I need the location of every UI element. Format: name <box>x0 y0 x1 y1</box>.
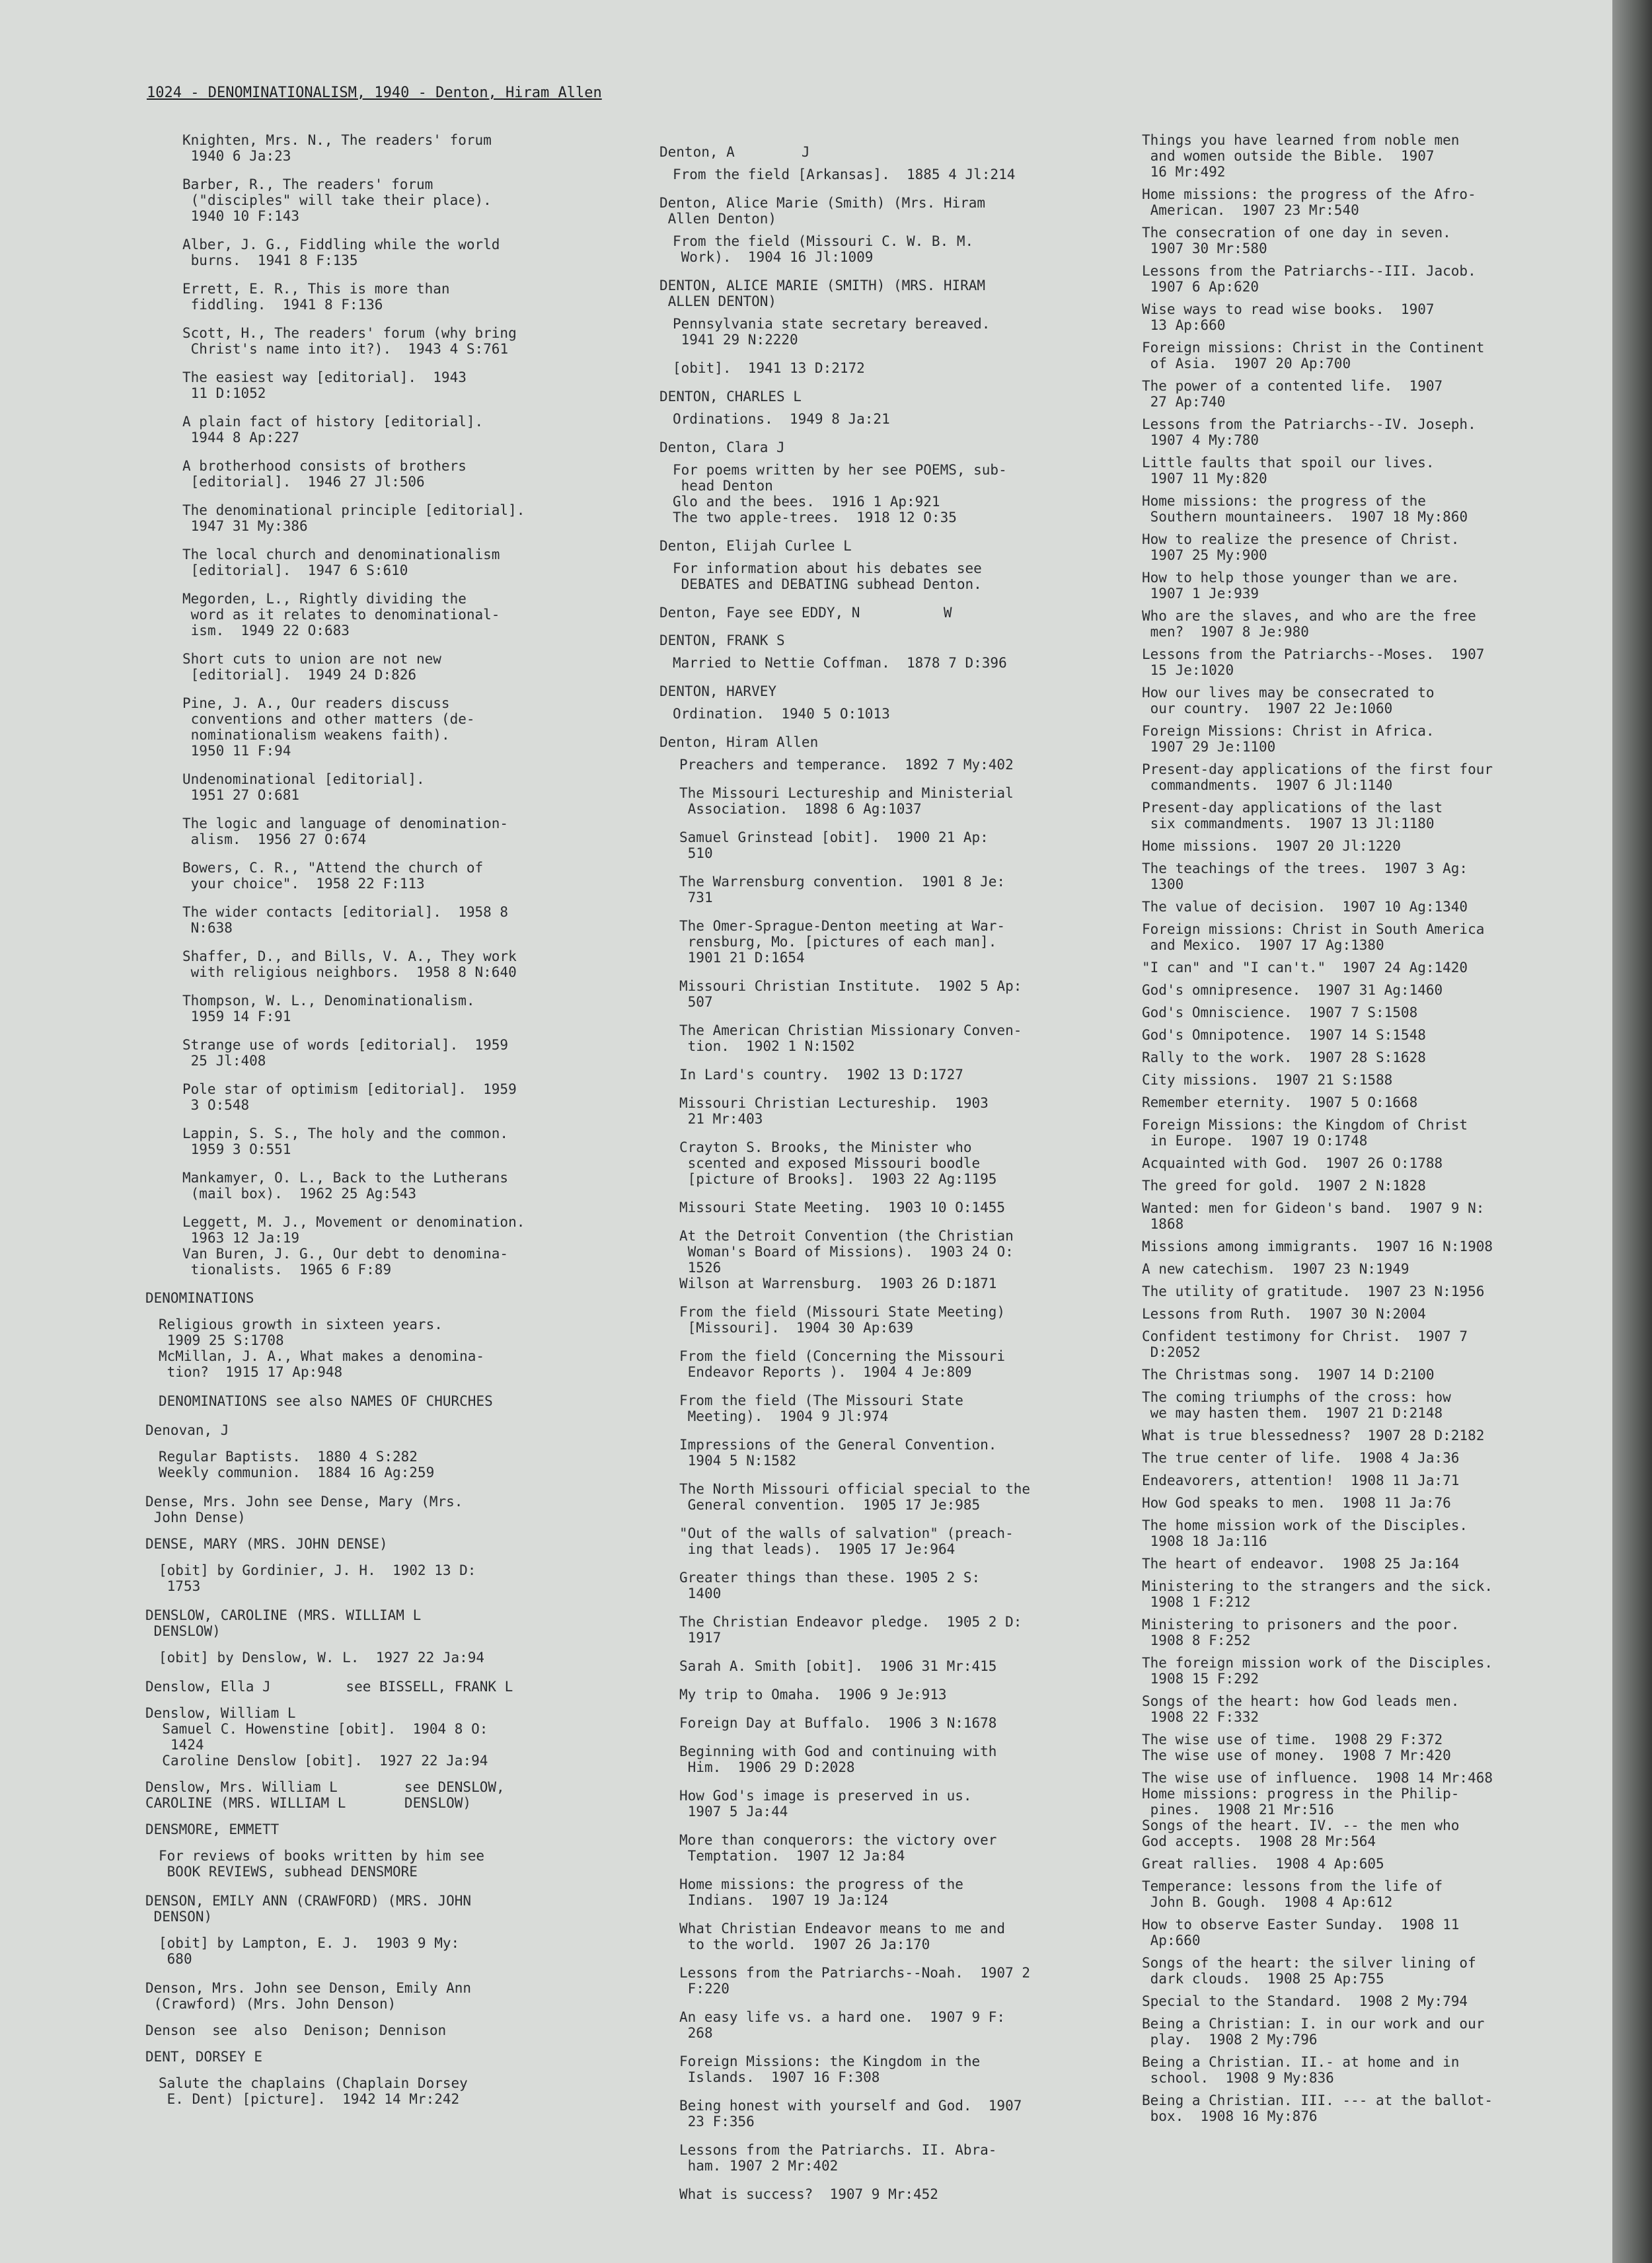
index-entry: The utility of gratitude. 1907 23 N:1956 <box>1142 1284 1485 1299</box>
index-column-3 <box>1142 132 1578 2131</box>
index-entry: A new catechism. 1907 23 N:1949 <box>1142 1261 1409 1277</box>
index-entry: My trip to Omaha. 1906 9 Je:913 <box>679 1687 947 1703</box>
index-entry: Megorden, L., Rightly dividing the word as it relates to denominational- ism. 1949 22 O:683 <box>182 591 500 638</box>
index-entry: From the field (The Missouri State Meeting). 1904 9 Jl:974 <box>679 1393 963 1424</box>
index-entry: Missouri Christian Institute. 1902 5 Ap: 507 <box>679 978 1022 1010</box>
index-entry: God's Omnipotence. 1907 14 S:1548 <box>1142 1027 1426 1043</box>
index-entry: Rally to the work. 1907 28 S:1628 <box>1142 1050 1426 1065</box>
index-entry: Foreign missions: Christ in South America and Mexico. 1907 17 Ag:1380 <box>1142 921 1485 953</box>
index-entry: God's Omniscience. 1907 7 S:1508 <box>1142 1005 1418 1020</box>
index-entry: Pine, J. A., Our readers discuss conventions and other matters (de- nominationalism weakens faith). 1950 11 F:94 <box>182 695 475 759</box>
index-entry: Denslow, Mrs. William L see DENSLOW, CAROLINE (MRS. WILLIAM L DENSLOW) <box>145 1779 505 1811</box>
index-entry: Salute the chaplains (Chaplain Dorsey E. Dent) [picture]. 1942 14 Mr:242 <box>159 2075 468 2107</box>
index-entry: Acquainted with God. 1907 26 O:1788 <box>1142 1155 1443 1171</box>
index-entry: Lappin, S. S., The holy and the common. 1959 3 O:551 <box>182 1126 509 1157</box>
index-entry: At the Detroit Convention (the Christian Woman's Board of Missions). 1903 24 O: 1526 Wilson at Warrensburg. 1903 26 D:1871 <box>679 1228 1014 1291</box>
index-entry: Regular Baptists. 1880 4 S:282 Weekly communion. 1884 16 Ag:259 <box>159 1449 435 1480</box>
index-entry: Being honest with yourself and God. 1907 23 F:356 <box>679 2098 1022 2129</box>
index-entry: DENSLOW, CAROLINE (MRS. WILLIAM L DENSLOW) <box>145 1607 422 1639</box>
index-entry: Denson see also Denison; Dennison <box>145 2022 447 2038</box>
index-entry: DENOMINATIONS see also NAMES OF CHURCHES <box>159 1393 493 1409</box>
index-column-2 <box>659 132 1109 2215</box>
index-entry: The North Missouri official special to the General convention. 1905 17 Je:985 <box>679 1481 1031 1513</box>
index-entry: Who are the slaves, and who are the free men? 1907 8 Je:980 <box>1142 608 1476 640</box>
index-entry: What is true blessedness? 1907 28 D:2182 <box>1142 1428 1485 1443</box>
index-entry: The Warrensburg convention. 1901 8 Je: 731 <box>679 874 1006 905</box>
index-entry: Foreign Missions: Christ in Africa. 1907 29 Je:1100 <box>1142 723 1435 755</box>
index-entry: The wise use of time. 1908 29 F:372 The wise use of money. 1908 7 Mr:420 <box>1142 1732 1451 1763</box>
index-entry: The Missouri Lectureship and Ministerial Association. 1898 6 Ag:1037 <box>679 785 1014 817</box>
index-entry: Denslow, Ella J see BISSELL, FRANK L <box>145 1679 513 1695</box>
index-entry: How to realize the presence of Christ. 1907 25 My:900 <box>1142 531 1460 563</box>
index-entry: The heart of endeavor. 1908 25 Ja:164 <box>1142 1556 1460 1572</box>
index-entry: DENSON, EMILY ANN (CRAWFORD) (MRS. JOHN DENSON) <box>145 1893 472 1925</box>
index-entry: Crayton S. Brooks, the Minister who scented and exposed Missouri boodle [picture of Brooks]. 1903 22 Ag:1195 <box>679 1139 997 1187</box>
index-entry: Denton, Hiram Allen <box>659 734 819 750</box>
index-entry: Preachers and temperance. 1892 7 My:402 <box>679 757 1014 773</box>
index-entry: DENT, DORSEY E <box>145 2049 263 2065</box>
index-entry: How God speaks to men. 1908 11 Ja:76 <box>1142 1495 1451 1511</box>
index-entry: DENTON, HARVEY <box>659 683 777 699</box>
index-entry: Impressions of the General Convention. 1904 5 N:1582 <box>679 1437 997 1469</box>
page-binding-shadow <box>1612 0 1652 2263</box>
index-entry: How our lives may be consecrated to our country. 1907 22 Je:1060 <box>1142 685 1435 716</box>
index-entry: Beginning with God and continuing with Him. 1906 29 D:2028 <box>679 1744 997 1775</box>
index-entry: Lessons from the Patriarchs--Noah. 1907 2 F:220 <box>679 1965 1031 1997</box>
index-entry: Missions among immigrants. 1907 16 N:1908 <box>1142 1239 1493 1254</box>
index-entry: Confident testimony for Christ. 1907 7 D:2052 <box>1142 1328 1468 1360</box>
index-entry: Errett, E. R., This is more than fiddling. 1941 8 F:136 <box>182 281 450 313</box>
index-entry: Home missions: the progress of the Southern mountaineers. 1907 18 My:860 <box>1142 493 1468 525</box>
index-entry: Ministering to prisoners and the poor. 1908 8 F:252 <box>1142 1617 1460 1648</box>
index-entry: Dense, Mrs. John see Dense, Mary (Mrs. John Dense) <box>145 1494 463 1525</box>
index-entry: Ordination. 1940 5 O:1013 <box>673 706 890 722</box>
index-entry: From the field (Missouri State Meeting) [Missouri]. 1904 30 Ap:639 <box>679 1304 1006 1336</box>
page-header: 1024 - DENOMINATIONALISM, 1940 - Denton, Hiram Allen <box>147 85 602 101</box>
index-entry: The logic and language of denomination- alism. 1956 27 O:674 <box>182 816 509 847</box>
index-entry: Wise ways to read wise books. 1907 13 Ap:660 <box>1142 301 1435 333</box>
index-entry: Greater things than these. 1905 2 S: 1400 <box>679 1570 981 1601</box>
index-entry: The American Christian Missionary Conven- tion. 1902 1 N:1502 <box>679 1022 1022 1054</box>
index-entry: From the field (Missouri C. W. B. M. Work). 1904 16 Jl:1009 <box>673 233 974 265</box>
index-entry: How God's image is preserved in us. 1907 5 Ja:44 <box>679 1788 972 1820</box>
index-entry: Little faults that spoil our lives. 1907 11 My:820 <box>1142 455 1435 486</box>
index-entry: How to help those younger than we are. 1907 1 Je:939 <box>1142 570 1460 601</box>
index-entry: For reviews of books written by him see BOOK REVIEWS, subhead DENSMORE <box>159 1848 485 1880</box>
index-entry: Denton, A J <box>659 144 810 160</box>
index-entry: Denslow, William L Samuel C. Howenstine [obit]. 1904 8 O: 1424 Caroline Denslow [obit]. 1927 22 Ja:94 <box>145 1705 488 1769</box>
index-entry: Pennsylvania state secretary bereaved. 1941 29 N:2220 <box>673 316 991 348</box>
index-entry: Endeavorers, attention! 1908 11 Ja:71 <box>1142 1473 1460 1488</box>
index-entry: How to observe Easter Sunday. 1908 11 Ap:660 <box>1142 1917 1460 1948</box>
index-entry: Being a Christian: I. in our work and our play. 1908 2 My:796 <box>1142 2016 1485 2048</box>
index-entry: Denovan, J <box>145 1422 229 1438</box>
index-entry: What Christian Endeavor means to me and to the world. 1907 26 Ja:170 <box>679 1921 1006 1952</box>
index-entry: The consecration of one day in seven. 1907 30 Mr:580 <box>1142 225 1451 256</box>
index-entry: Denton, Alice Marie (Smith) (Mrs. Hiram Allen Denton) <box>659 195 986 227</box>
index-entry: Barber, R., The readers' forum ("disciples" will take their place). 1940 10 F:143 <box>182 176 492 224</box>
index-entry: Missouri Christian Lectureship. 1903 21 Mr:403 <box>679 1095 989 1127</box>
index-entry: The Christmas song. 1907 14 D:2100 <box>1142 1367 1435 1383</box>
index-entry: Lessons from the Patriarchs. II. Abra- ham. 1907 2 Mr:402 <box>679 2142 997 2174</box>
index-entry: In Lard's country. 1902 13 D:1727 <box>679 1067 963 1083</box>
index-entry: Religious growth in sixteen years. 1909 25 S:1708 McMillan, J. A., What makes a denomina- tion? 1915 17 Ap:948 <box>159 1317 485 1380</box>
index-entry: Knighten, Mrs. N., The readers' forum 1940 6 Ja:23 <box>182 132 492 164</box>
index-entry: Denton, Clara J <box>659 440 785 455</box>
index-entry: The Christian Endeavor pledge. 1905 2 D: 1917 <box>679 1614 1022 1646</box>
index-entry: Shaffer, D., and Bills, V. A., They work with religious neighbors. 1958 8 N:640 <box>182 948 517 980</box>
index-entry: [obit] by Denslow, W. L. 1927 22 Ja:94 <box>159 1650 485 1666</box>
index-entry: From the field [Arkansas]. 1885 4 Jl:214 <box>673 167 1016 182</box>
index-entry: Bowers, C. R., "Attend the church of your choice". 1958 22 F:113 <box>182 860 484 892</box>
index-entry: Foreign Missions: the Kingdom of Christ in Europe. 1907 19 O:1748 <box>1142 1117 1468 1149</box>
index-entry: Lessons from the Patriarchs--IV. Joseph. 1907 4 My:780 <box>1142 416 1476 448</box>
index-entry: God's omnipresence. 1907 31 Ag:1460 <box>1142 982 1443 998</box>
index-entry: A brotherhood consists of brothers [editorial]. 1946 27 Jl:506 <box>182 458 467 490</box>
index-entry: City missions. 1907 21 S:1588 <box>1142 1072 1393 1088</box>
index-entry: [obit]. 1941 13 D:2172 <box>673 360 865 376</box>
index-entry: DENTON, ALICE MARIE (SMITH) (MRS. HIRAM ALLEN DENTON) <box>659 278 986 309</box>
index-entry: DENSE, MARY (MRS. JOHN DENSE) <box>145 1536 388 1552</box>
index-entry: Sarah A. Smith [obit]. 1906 31 Mr:415 <box>679 1658 997 1674</box>
index-entry: The easiest way [editorial]. 1943 11 D:1052 <box>182 369 467 401</box>
index-entry: Being a Christian. III. --- at the ballot- box. 1908 16 My:876 <box>1142 2092 1493 2124</box>
index-entry: The teachings of the trees. 1907 3 Ag: 1300 <box>1142 861 1468 892</box>
index-entry: More than conquerors: the victory over Temptation. 1907 12 Ja:84 <box>679 1832 997 1864</box>
index-entry: Remember eternity. 1907 5 O:1668 <box>1142 1094 1418 1110</box>
index-entry: Special to the Standard. 1908 2 My:794 <box>1142 1993 1468 2009</box>
index-entry: Being a Christian. II.- at home and in school. 1908 9 My:836 <box>1142 2054 1460 2086</box>
index-entry: Denton, Faye see EDDY, N W <box>659 605 952 621</box>
index-entry: Thompson, W. L., Denominationalism. 1959 14 F:91 <box>182 993 475 1024</box>
index-entry: Ordinations. 1949 8 Ja:21 <box>673 411 890 427</box>
index-entry: Ministering to the strangers and the sick. 1908 1 F:212 <box>1142 1578 1493 1610</box>
index-entry: Strange use of words [editorial]. 1959 25 Jl:408 <box>182 1037 509 1069</box>
index-entry: The wider contacts [editorial]. 1958 8 N:638 <box>182 904 509 936</box>
index-entry: Leggett, M. J., Movement or denomination. 1963 12 Ja:19 Van Buren, J. G., Our debt to denomina- tionalists. 1965 6 F:89 <box>182 1214 525 1278</box>
index-entry: Foreign Day at Buffalo. 1906 3 N:1678 <box>679 1715 997 1731</box>
index-entry: Foreign Missions: the Kingdom in the Islands. 1907 16 F:308 <box>679 2053 981 2085</box>
index-entry: DENSMORE, EMMETT <box>145 1822 280 1837</box>
index-entry: Foreign missions: Christ in the Continent of Asia. 1907 20 Ap:700 <box>1142 340 1485 371</box>
index-entry: Home missions: the progress of the Afro- American. 1907 23 Mr:540 <box>1142 186 1476 218</box>
index-entry: Scott, H., The readers' forum (why bring Christ's name into it?). 1943 4 S:761 <box>182 325 517 357</box>
index-entry: Things you have learned from noble men and women outside the Bible. 1907 16 Mr:492 <box>1142 132 1460 180</box>
index-entry: Songs of the heart: how God leads men. 1908 22 F:332 <box>1142 1693 1460 1725</box>
index-entry: The denominational principle [editorial]. 1947 31 My:386 <box>182 502 525 534</box>
index-column-1 <box>145 132 645 2120</box>
index-entry: Great rallies. 1908 4 Ap:605 <box>1142 1856 1384 1872</box>
index-entry: Samuel Grinstead [obit]. 1900 21 Ap: 510 <box>679 829 989 861</box>
index-entry: Missouri State Meeting. 1903 10 O:1455 <box>679 1200 1006 1215</box>
index-entry: Denson, Mrs. John see Denson, Emily Ann (Crawford) (Mrs. John Denson) <box>145 1980 472 2012</box>
index-entry: [obit] by Lampton, E. J. 1903 9 My: 680 <box>159 1935 460 1967</box>
index-entry: The local church and denominationalism [editorial]. 1947 6 S:610 <box>182 547 500 578</box>
index-entry: The foreign mission work of the Disciples. 1908 15 F:292 <box>1142 1655 1493 1687</box>
index-entry: Lessons from the Patriarchs--Moses. 1907 15 Je:1020 <box>1142 646 1485 678</box>
index-entry: Mankamyer, O. L., Back to the Lutherans (mail box). 1962 25 Ag:543 <box>182 1170 509 1202</box>
index-entry: The true center of life. 1908 4 Ja:36 <box>1142 1450 1460 1466</box>
index-entry: The coming triumphs of the cross: how we may hasten them. 1907 21 D:2148 <box>1142 1389 1451 1421</box>
index-entry: From the field (Concerning the Missouri Endeavor Reports ). 1904 4 Je:809 <box>679 1348 1006 1380</box>
index-entry: DENOMINATIONS <box>145 1290 254 1306</box>
index-entry: Present-day applications of the last six commandments. 1907 13 Jl:1180 <box>1142 800 1443 831</box>
index-entry: Undenominational [editorial]. 1951 27 O:681 <box>182 771 425 803</box>
index-entry: The power of a contented life. 1907 27 Ap:740 <box>1142 378 1443 410</box>
index-entry: Short cuts to union are not new [editorial]. 1949 24 D:826 <box>182 651 441 683</box>
index-entry: The home mission work of the Disciples. 1908 18 Ja:116 <box>1142 1517 1468 1549</box>
index-entry: Pole star of optimism [editorial]. 1959 3 O:548 <box>182 1081 517 1113</box>
index-entry: [obit] by Gordinier, J. H. 1902 13 D: 1753 <box>159 1562 476 1594</box>
index-entry: The value of decision. 1907 10 Ag:1340 <box>1142 899 1468 915</box>
index-entry: For poems written by her see POEMS, sub- head Denton Glo and the bees. 1916 1 Ap:921 The two apple-trees. 1918 12 O:35 <box>673 462 1007 525</box>
index-entry: Home missions: the progress of the Indians. 1907 19 Ja:124 <box>679 1876 963 1908</box>
index-entry: Wanted: men for Gideon's band. 1907 9 N: 1868 <box>1142 1200 1485 1232</box>
index-entry: The greed for gold. 1907 2 N:1828 <box>1142 1178 1426 1194</box>
index-entry: What is success? 1907 9 Mr:452 <box>679 2186 938 2202</box>
index-entry: Present-day applications of the first four commandments. 1907 6 Jl:1140 <box>1142 761 1493 793</box>
index-entry: DENTON, FRANK S <box>659 633 785 648</box>
index-entry: Denton, Elijah Curlee L <box>659 538 852 554</box>
index-entry: Home missions. 1907 20 Jl:1220 <box>1142 838 1401 854</box>
index-entry: Married to Nettie Coffman. 1878 7 D:396 <box>673 655 1007 671</box>
index-entry: "I can" and "I can't." 1907 24 Ag:1420 <box>1142 960 1468 976</box>
index-entry: An easy life vs. a hard one. 1907 9 F: 268 <box>679 2009 1006 2041</box>
index-entry: DENTON, CHARLES L <box>659 389 802 404</box>
index-entry: Lessons from Ruth. 1907 30 N:2004 <box>1142 1306 1426 1322</box>
index-entry: The Omer-Sprague-Denton meeting at War- rensburg, Mo. [pictures of each man]. 1901 21 D:1654 <box>679 918 1006 966</box>
index-entry: The wise use of influence. 1908 14 Mr:468 Home missions: progress in the Philip- pines. 1908 21 Mr:516 Songs of the heart. IV. -- the men who God accepts. 1908 28 Mr:564 <box>1142 1770 1493 1849</box>
index-entry: Songs of the heart: the silver lining of dark clouds. 1908 25 Ap:755 <box>1142 1955 1476 1987</box>
index-entry: Temperance: lessons from the life of John B. Gough. 1908 4 Ap:612 <box>1142 1878 1443 1910</box>
index-entry: Lessons from the Patriarchs--III. Jacob. 1907 6 Ap:620 <box>1142 263 1476 295</box>
index-entry: A plain fact of history [editorial]. 1944 8 Ap:227 <box>182 414 484 445</box>
index-entry: For information about his debates see DEBATES and DEBATING subhead Denton. <box>673 560 982 592</box>
index-entry: Alber, J. G., Fiddling while the world burns. 1941 8 F:135 <box>182 237 500 268</box>
index-entry: "Out of the walls of salvation" (preach- ing that leads). 1905 17 Je:964 <box>679 1525 1014 1557</box>
